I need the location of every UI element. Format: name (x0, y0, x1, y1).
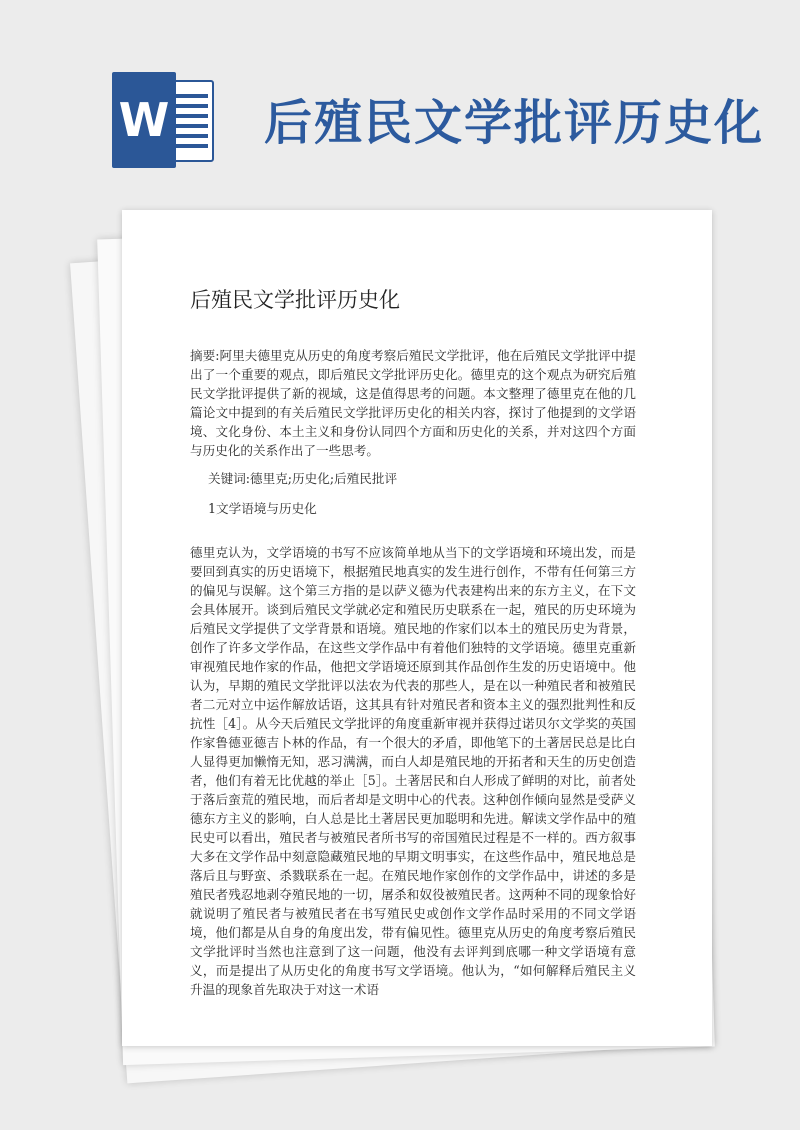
word-doc-line (172, 114, 208, 118)
document-page (122, 210, 712, 1046)
word-doc-line (172, 144, 208, 148)
abstract-paragraph: 摘要:阿里夫德里克从历史的角度考察后殖民文学批评，他在后殖民文学批评中提出了一个重要的观点，即后殖民文学批评历史化。德里克的这个观点为研究后殖民文学批评提供了新的视域，这是值得思考的问题。本文整理了德里克在他的几篇论文中提到的有关后殖民文学批评历史化的相关内容，探讨了他提到的文学语境、文化身份、本土主义和身份认同四个方面和历史化的关系，并对这四个方面与历史化的关系作出了一些思考。 (190, 348, 636, 458)
word-doc-line (172, 104, 208, 108)
word-doc-line (172, 124, 208, 128)
word-doc-line (172, 94, 208, 98)
banner (0, 0, 800, 200)
word-icon (112, 72, 216, 168)
section-heading: 1文学语境与历史化 (208, 501, 317, 516)
keywords-line: 关键词:德里克;历史化;后殖民批评 (208, 471, 398, 486)
word-icon-letter: W (112, 72, 176, 168)
word-doc-line (172, 134, 208, 138)
document-title: 后殖民文学批评历史化 (190, 288, 400, 312)
banner-title: 后殖民文学批评历史化 (264, 95, 765, 151)
body-paragraph: 德里克认为，文学语境的书写不应该简单地从当下的文学语境和环境出发，而是要回到真实的历史语境下，根据殖民地真实的发生进行创作，不带有任何第三方的偏见与误解。这个第三方指的是以萨义德为代表建构出来的东方主义，在下文会具体展开。谈到后殖民文学就必定和殖民历史联系在一起，殖民的历史环境为后殖民文学提供了文学背景和语境。殖民地的作家们以本土的殖民历史为背景，创作了许多文学作品，在这些文学作品中有着他们独特的文学语境。德里克重新审视殖民地作家的作品，他把文学语境还原到其作品创作生发的历史语境中。他认为，早期的殖民文学批评以法农为代表的那些人，是在以一种殖民者和被殖民者二元对立中运作解放话语，这其具有针对殖民者和资本主义的强烈批判性和反抗性［4］。从今天后殖民文学批评的角度重新审视并获得过诺贝尔文学奖的英国作家鲁德亚德吉卜林的作品，有一个很大的矛盾，即他笔下的土著居民总是比白人显得更加懒惰无知，恶习满满，而白人却是殖民地的开拓者和天生的历史创造者，他们有着无比优越的举止［5］。土著居民和白人形成了鲜明的对比，前者处于落后蛮荒的殖民地，而后者却是文明中心的代表。这种创作倾向显然是受萨义德东方主义的影响，白人总是比土著居民更加聪明和先进。解读文学作品中的殖民史可以看出，殖民者与被殖民者所书写的帝国殖民过程是不一样的。西方叙事大多在文学作品中刻意隐藏殖民地的早期文明事实，在这些作品中，殖民地总是落后且与野蛮、杀戮联系在一起。在殖民地作家创作的文学作品中，讲述的多是殖民者残忍地剥夺殖民地的一切，屠杀和奴役被殖民者。这两种不同的现象恰好就说明了殖民者与被殖民者在书写殖民史或创作文学作品时采用的不同文学语境，他们都是从自身的角度出发，带有偏见性。德里克从历史的角度考察后殖民文学批评时当然也注意到了这一问题，他没有去评判到底哪一种文学语境有意义，而是提出了从历史化的角度书写文学语境。他认为，“如何解释后殖民主义升温的现象首先取决于对这一术语 (190, 545, 636, 997)
